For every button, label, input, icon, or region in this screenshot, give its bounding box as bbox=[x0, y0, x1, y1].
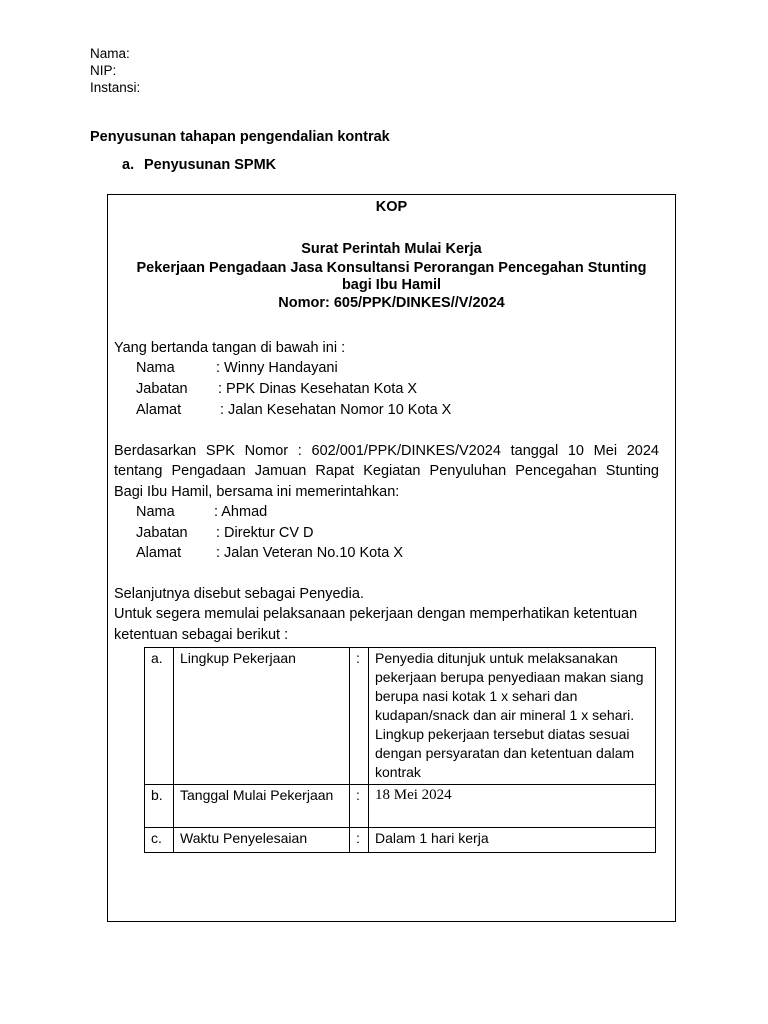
row-number: c. bbox=[145, 828, 174, 853]
row-item: Lingkup Pekerjaan bbox=[174, 648, 350, 785]
table-row bbox=[145, 828, 656, 853]
para2: Selanjutnya disebut sebagai Penyedia. bbox=[114, 586, 364, 602]
row-number: b. bbox=[145, 785, 174, 828]
row-item: Waktu Penyelesaian bbox=[174, 828, 350, 853]
header-nama: Nama: bbox=[90, 46, 130, 61]
header-instansi: Instansi: bbox=[90, 80, 141, 95]
kop-label: KOP bbox=[375, 199, 408, 215]
section-title: Penyusunan tahapan pengendalian kontrak bbox=[90, 129, 390, 145]
recipient-nama-label: Nama bbox=[136, 504, 175, 520]
recipient-nama-value: : Ahmad bbox=[214, 504, 268, 520]
row-value: 18 Mei 2024 bbox=[369, 785, 656, 828]
intro-text: Yang bertanda tangan di bawah ini : bbox=[114, 340, 346, 356]
table-row bbox=[145, 785, 656, 828]
signer-jabatan-value: : PPK Dinas Kesehatan Kota X bbox=[218, 381, 418, 397]
signer-nama-value: : Winny Handayani bbox=[216, 360, 338, 376]
row-value: Penyedia ditunjuk untuk melaksanakan pekerjaan berupa penyediaan makan siang berupa nasi kotak 1 x sehari dan kudapan/snack dan air mineral 1 x sehari. Lingkup pekerjaan tersebut diatas sesuai dengan persyaratan dan ketentuan dalam kontrak bbox=[369, 648, 656, 785]
para1-line2: tentang Pengadaan Jamuan Rapat Kegiatan Penyuluhan Pencegahan Stunting bbox=[114, 463, 659, 479]
letter-subject: Pekerjaan Pengadaan Jasa Konsultansi Perorangan Pencegahan Stunting bbox=[136, 260, 647, 276]
recipient-alamat-label: Alamat bbox=[136, 545, 182, 561]
para1-line3: Bagi Ibu Hamil, bersama ini memerintahkan: bbox=[114, 484, 400, 500]
letter-subject-cont: bagi Ibu Hamil bbox=[341, 277, 442, 293]
row-item: Tanggal Mulai Pekerjaan bbox=[174, 785, 350, 828]
table-row bbox=[145, 648, 656, 785]
para3-line1: Untuk segera memulai pelaksanaan pekerjaan dengan memperhatikan ketentuan bbox=[114, 606, 638, 622]
row-separator: : bbox=[350, 785, 369, 828]
para1-line1: Berdasarkan SPK Nomor : 602/001/PPK/DINKES/V2024 tanggal 10 Mei 2024 bbox=[114, 443, 659, 459]
letter-box bbox=[107, 194, 676, 922]
letter-title: Surat Perintah Mulai Kerja bbox=[301, 241, 482, 257]
row-number: a. bbox=[145, 648, 174, 785]
signer-alamat-label: Alamat bbox=[136, 402, 182, 418]
subsection-label: a. bbox=[122, 157, 135, 173]
recipient-jabatan-value: : Direktur CV D bbox=[216, 525, 314, 541]
row-separator: : bbox=[350, 648, 369, 785]
subsection-text: Penyusunan SPMK bbox=[144, 157, 277, 173]
para3-line2: ketentuan sebagai berikut : bbox=[114, 627, 289, 643]
signer-alamat-value: : Jalan Kesehatan Nomor 10 Kota X bbox=[220, 402, 452, 418]
signer-nama-label: Nama bbox=[136, 360, 175, 376]
recipient-jabatan-label: Jabatan bbox=[136, 525, 188, 541]
letter-number: Nomor: 605/PPK/DINKES//V/2024 bbox=[278, 295, 505, 311]
terms-table bbox=[144, 647, 656, 853]
subsection-title bbox=[122, 157, 276, 173]
row-separator: : bbox=[350, 828, 369, 853]
recipient-alamat-value: : Jalan Veteran No.10 Kota X bbox=[216, 545, 404, 561]
signer-jabatan-label: Jabatan bbox=[136, 381, 188, 397]
row-value: Dalam 1 hari kerja bbox=[369, 828, 656, 853]
header-nip: NIP: bbox=[90, 63, 117, 78]
